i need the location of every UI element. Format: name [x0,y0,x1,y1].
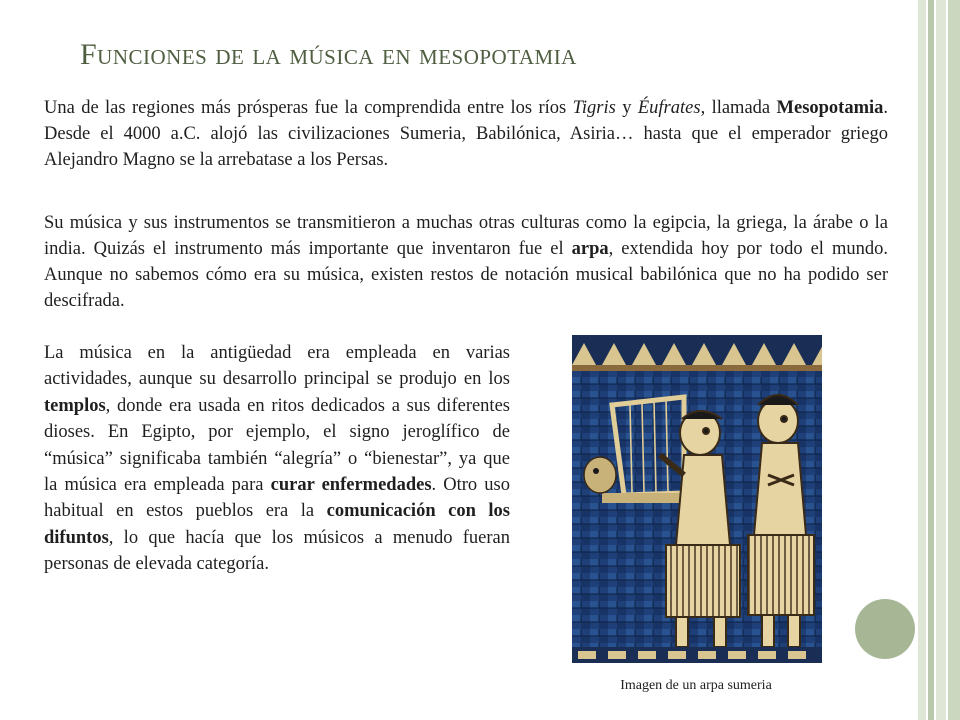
p1-text-4: . Desde el 4000 a.C. alojó las civilizaciones Sumeria, Babilónica, Asiria… hasta que el emperador griego Alejandro Magno se la arrebatase a los Persas. [44,98,889,170]
p3-comunicacion: comunicación con los difuntos [44,501,510,548]
paragraph-music-uses [44,340,510,578]
p2-text-1: Su música y sus instrumentos se transmitieron a muchas otras culturas como la egipcia, la griega, la árabe o la india. Quizás el instrumento más importante que inventaron fue el [44,213,888,259]
p1-text-1: Una de las regiones más prósperas fue la comprendida entre los ríos [44,98,573,118]
p1-tigris: Tigris [572,98,616,118]
p1-eufrates: Éufrates [637,98,701,118]
p3-curar: curar enfermedades [270,475,432,496]
p3-text-2: , donde era usada en ritos dedicados a sus diferentes dioses. En Egipto, por ejemplo, el signo jeroglífico de “música” significaba también “alegría” o “bienestar”, ya que la música era empleada para [44,395,510,496]
p3-text-1: La música en la antigüedad era empleada en varias actividades, aunque su desarrollo principal se produjo en los [44,343,510,390]
p1-text-3: , llamada [700,98,777,118]
image-caption: Imagen de un arpa sumeria [620,678,772,693]
p3-text-3: . Otro uso habitual en estos pueblos era la [44,475,510,522]
paragraph-mesopotamia-intro [44,95,888,173]
decor-stripe-1 [918,0,926,720]
decor-stripe-4 [948,0,960,720]
decor-stripe-3 [936,0,946,720]
slide-title: Funciones de la música en mesopotamia [80,38,577,71]
p3-templos: templos [44,395,106,416]
p2-arpa: arpa [571,239,609,259]
decor-circle [855,599,915,659]
p2-text-2: , extendida hoy por todo el mundo. Aunque no sabemos cómo era su música, existen restos de notación musical babilónica que no ha podido ser descifrada. [44,239,888,311]
p1-mesopotamia: Mesopotamia [776,98,884,118]
p1-text-2: y [615,98,638,118]
paragraph-instruments [44,210,888,314]
decor-stripe-2 [928,0,934,720]
sumerian-harp-image [572,335,822,663]
p3-text-4: , lo que hacía que los músicos a menudo fueran personas de elevada categoría. [44,527,510,575]
